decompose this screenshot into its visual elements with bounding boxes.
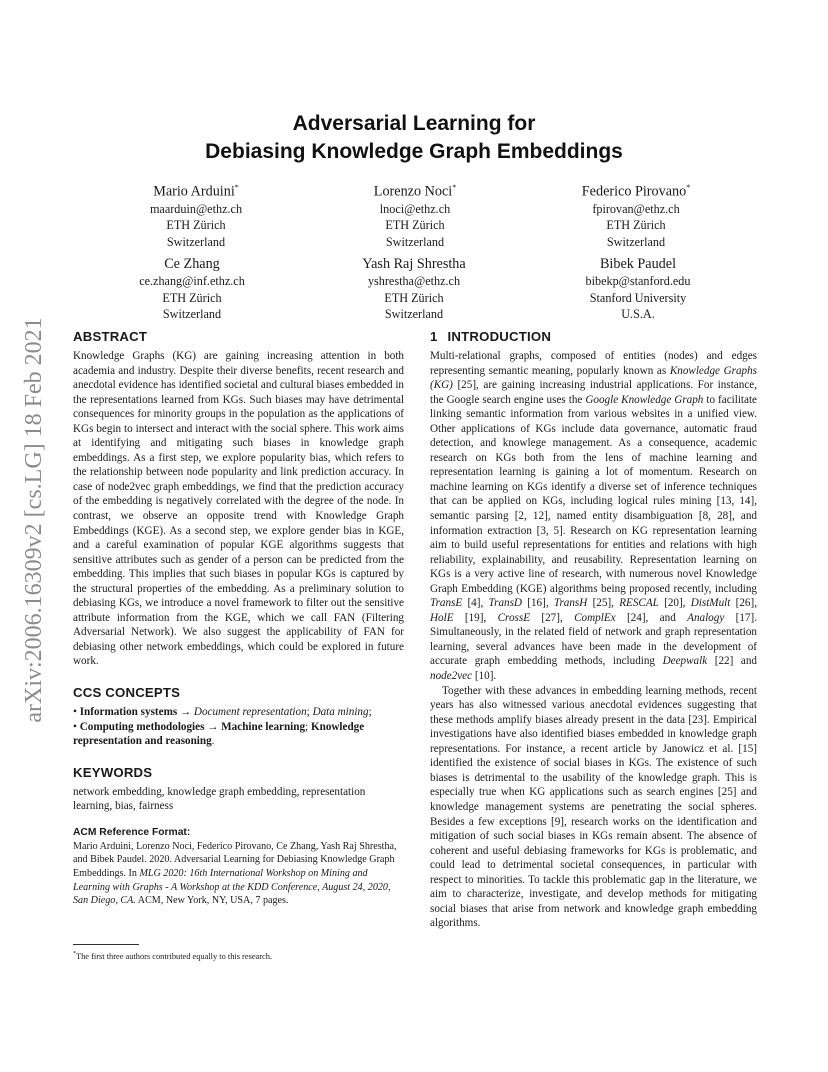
- ccs-concept-line: • Computing methodologies → Machine learning; Knowledge representation and reasoning.: [73, 720, 365, 748]
- emphasized-term: Deepwalk: [662, 655, 708, 668]
- author-country: U.S.A.: [621, 307, 655, 322]
- author-email: maarduin@ethz.ch: [149, 201, 243, 216]
- equal-contribution-mark: *: [234, 183, 239, 192]
- title-line-2: Debiasing Knowledge Graph Embeddings: [205, 140, 623, 163]
- author-affiliation: Stanford University: [589, 290, 687, 305]
- author-email: lnoci@ethz.ch: [379, 201, 451, 216]
- emphasized-term: TransH: [553, 597, 588, 610]
- acm-reference-heading: ACM Reference Format:: [73, 826, 191, 838]
- paragraph-text-run: [20],: [658, 597, 691, 610]
- author-block: [300, 179, 530, 251]
- paragraph-text-run: [19],: [453, 611, 498, 624]
- paragraph-text-run: to facilitate linking semantic information from various websites in a unified view. Other applications of KGs include data governance, automatic fraud detection, and knowlege management. As a consequence, academic research on KGs both from the lens of machine learning and representation learning is gaining a lot of momentum. Research on machine learning on KGs identify a diverse set of inference techniques that can be applied on KGs, including logical rules mining [13, 14], semantic parsing [2, 12], named entity disambiguation [8, 28], and information extraction [3, 5]. Research on KG representation learning aim to build useful representations for entities and relations with high reliability, explainability, and reusability. Representation learning on KGs is a very active line of research, with numerous novel Knowledge Graph Embedding (KGE) algorithms being proposed recently, including: [430, 393, 758, 595]
- emphasized-term: Analogy: [687, 611, 725, 624]
- right-column: [430, 328, 757, 931]
- author-country: Switzerland: [606, 234, 666, 249]
- emphasized-term: ComplEx: [574, 611, 616, 624]
- author-name: Lorenzo Noci*: [373, 183, 457, 200]
- footnote: *The first three authors contributed equally to this research.: [73, 951, 273, 961]
- paragraph-text-run: Multi-relational graphs, composed of entities (nodes) and edges representing semantic meaning, popularly known as: [430, 350, 757, 377]
- paragraph-text-run: [24], and: [615, 611, 688, 624]
- author-country: Switzerland: [166, 234, 226, 249]
- emphasized-term: node2vec: [430, 670, 473, 683]
- equal-contribution-mark: *: [452, 183, 457, 192]
- introduction-heading: 1 INTRODUCTION: [430, 329, 552, 344]
- author-block: [77, 255, 307, 323]
- paragraph-text-run: [25], are gaining increasing industrial applications. For instance, the Google search engine uses the: [430, 379, 757, 406]
- introduction-paragraph-2: Together with these advances in embedding learning methods, recent years has also witnessed various anecdotal evidences suggesting that these methods amplify biases already present in the data [23]. Empirical investigations have also identified biases embedded in knowledge graph representations. For instance, a recent article by Janowicz et al. [15] identified the existence of social biases in KGs. The existence of such biases is detrimental to the usability of the knowledge graph. This is especially true when KG applications such as search engines [25] and knowledge management systems are penetrating the social spheres. Besides a few exceptions [9], research works on the identification and mitigation of such social biases in KGs remain absent. The absence of coherent and useful debiasing frameworks for KGs is problematic, and could lead to detrimental societal consequences, in particular with respect to minorities. To tackle this problematic gap in the literature, we aim to characterize, investigate, and develop methods for mitigating social biases that arise from network and knowledge graph embedding algorithms.: [430, 684, 757, 930]
- emphasized-term: DistMult: [690, 597, 731, 610]
- author-name: Yash Raj Shrestha: [362, 256, 466, 272]
- author-email: bibekp@stanford.edu: [585, 274, 691, 288]
- paragraph-text-run: [25],: [587, 597, 620, 610]
- author-email: yshrestha@ethz.ch: [367, 274, 461, 288]
- keywords-text: network embedding, knowledge graph embedding, representation learning, bias, fairness: [73, 785, 366, 813]
- author-affiliation: ETH Zürich: [162, 290, 222, 305]
- emphasized-term: HolE: [430, 611, 454, 624]
- arxiv-identifier-stamp: arXiv:2006.16309v2 [cs.LG] 18 Feb 2021: [21, 317, 47, 723]
- author-block: [521, 179, 751, 251]
- keywords-heading: KEYWORDS: [73, 764, 153, 780]
- ccs-concepts-heading: CCS CONCEPTS: [73, 685, 181, 701]
- paragraph-text-run: [17]. Simultaneously, in the related field of network and graph representation learning, several advances have been made in the development of accurate graph embedding methods, including: [430, 611, 757, 668]
- emphasized-term: Google Knowledge Graph: [585, 393, 704, 406]
- abstract-text: Knowledge Graphs (KG) are gaining increasing attention in both academia and industry. Despite their diverse benefits, recent research and anecdotal evidence has identified societal and cultural biases embedded in the representations learned from KGs. Such biases may have detrimental consequences for minority groups in the population as the applications of KGs begin to intersect and interact with the social sphere. This work aims at identifying and mitigating such biases in knowledge graph embeddings. As a first step, we explore popularity bias, which refers to the relationship between node popularity and link prediction accuracy. In case of node2vec graph embeddings, we find that the prediction accuracy of the embedding is negatively correlated with the degree of the node. In contrast, we observe an opposite trend with Knowledge Graph Embeddings (KGE). As a second step, we explore gender bias in KGE, and a careful examination of popular KGE algorithms suggests that sensitive attributes such as gender of a person can be predicted from the embedding. This implies that such biases in popular KGs is captured by the structural properties of the embedding. As a preliminary solution to debiasing KGs, we introduce a novel framework to filter out the sensitive attribute information from the KGE, which we call FAN (Filtering Adversarial Network). We also suggest the applicability of FAN for debiasing other network embeddings, which could be explored in future work.: [73, 350, 404, 668]
- footnote-divider: [73, 944, 139, 945]
- introduction-paragraph-1: [430, 349, 757, 684]
- emphasized-term: TransD: [488, 597, 522, 610]
- author-affiliation: ETH Zürich: [606, 218, 666, 233]
- emphasized-term: RESCAL: [619, 597, 659, 610]
- author-affiliation: ETH Zürich: [166, 218, 226, 233]
- left-column: [73, 328, 404, 908]
- abstract-heading: ABSTRACT: [73, 329, 148, 344]
- author-block: [299, 255, 529, 323]
- paragraph-text-run: [10].: [472, 670, 497, 683]
- author-name: Bibek Paudel: [599, 256, 677, 272]
- equal-contribution-mark: *: [686, 183, 691, 192]
- emphasized-term: CrossE: [497, 611, 531, 624]
- author-email: ce.zhang@inf.ethz.ch: [139, 274, 245, 288]
- author-affiliation: ETH Zürich: [385, 218, 445, 233]
- acm-reference-text: Mario Arduini, Lorenzo Noci, Federico Pirovano, Ce Zhang, Yash Raj Shrestha, and Bibek Paudel. 2020. Adversarial Learning for Debiasing Knowledge Graph Embeddings. In MLG 2020: 16th International Workshop on Mining and Learning with Graphs - A Workshop at the KDD Conference, August 24, 2020, San Diego, CA. ACM, New York, NY, USA, 7 pages.: [73, 840, 397, 907]
- author-affiliation: ETH Zürich: [384, 290, 444, 305]
- author-email: fpirovan@ethz.ch: [592, 201, 680, 216]
- author-country: Switzerland: [385, 234, 445, 249]
- author-block: [523, 255, 753, 323]
- author-name: Mario Arduini*: [153, 183, 239, 200]
- author-country: Switzerland: [384, 307, 444, 322]
- paragraph-text-run: [27],: [530, 611, 575, 624]
- paragraph-text-run: [26],: [730, 597, 757, 610]
- author-name: Ce Zhang: [164, 256, 220, 272]
- paragraph-text-run: [16],: [521, 597, 554, 610]
- ccs-concept-line: • Information systems → Document representation; Data mining;: [73, 706, 372, 719]
- author-name: Federico Pirovano*: [581, 183, 691, 200]
- emphasized-term: Knowledge Graphs (KG): [430, 364, 758, 392]
- emphasized-term: TransE: [430, 597, 463, 610]
- title-line-1: Adversarial Learning for: [292, 112, 536, 135]
- author-block: [81, 179, 311, 251]
- paper-title: [0, 110, 828, 166]
- author-country: Switzerland: [162, 307, 222, 322]
- paragraph-text-run: [22] and: [707, 655, 758, 668]
- paragraph-text-run: [4],: [462, 597, 489, 610]
